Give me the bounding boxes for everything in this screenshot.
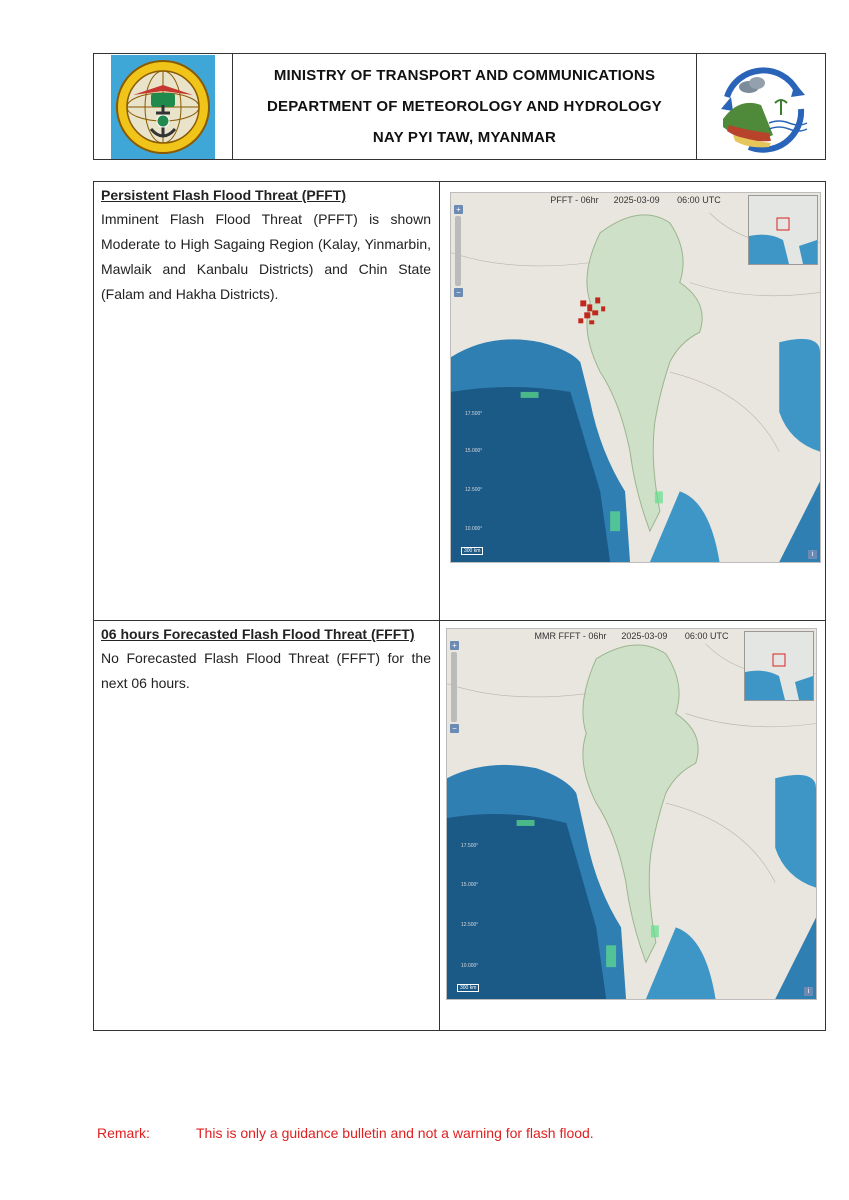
ministry-name: MINISTRY OF TRANSPORT AND COMMUNICATIONS	[273, 67, 656, 84]
pfft-row	[94, 182, 825, 621]
pfft-map-caption: PFFT - 06hr 2025-03-09 06:00 UTC	[550, 195, 721, 205]
ministry-logo	[111, 55, 215, 159]
ffft-lat-tick: 10.000°	[461, 963, 479, 969]
ffft-zoom-in-button[interactable]: +	[450, 641, 459, 650]
ffft-title: 06 hours Forecasted Flash Flood Threat (FFFT)	[101, 626, 415, 642]
bulletin-header	[93, 53, 826, 160]
pfft-map-cell	[440, 182, 825, 620]
department-name: DEPARTMENT OF METEOROLOGY AND HYDROLOGY	[266, 98, 663, 115]
ffft-zoom-slider[interactable]	[451, 652, 457, 722]
pfft-description: Imminent Flash Flood Threat (PFFT) is shown Moderate to High Sagaing Region (Kalay, Yinmarbin, Mawlaik and Kanbalu Districts) and Chin State (Falam and Hakha Districts).	[101, 211, 431, 302]
ffft-scale-bar: 300 km	[457, 984, 479, 992]
ffft-lat-tick: 15.000°	[461, 882, 479, 888]
remark-label: Remark:	[97, 1125, 150, 1141]
dmh-logo-cell	[696, 54, 825, 159]
ffft-map-cell	[440, 621, 825, 1030]
dmh-logo	[709, 57, 813, 157]
ffft-info-icon[interactable]: i	[804, 987, 813, 996]
pfft-zoom-slider[interactable]	[455, 216, 461, 286]
ffft-lat-tick: 12.500°	[461, 922, 479, 928]
header-title-block	[233, 54, 696, 159]
ffft-zoom-out-button[interactable]: −	[450, 724, 459, 733]
pfft-info-icon[interactable]: i	[808, 550, 817, 559]
pfft-zoom-control	[454, 205, 463, 298]
pfft-map	[450, 192, 821, 563]
pfft-scale-bar: 300 km	[461, 547, 483, 555]
pfft-lat-tick: 15.000°	[465, 448, 483, 454]
ffft-text-cell	[94, 621, 440, 1030]
pfft-text-cell	[94, 182, 440, 620]
pfft-zoom-in-button[interactable]: +	[454, 205, 463, 214]
location-name: NAY PYI TAW, MYANMAR	[372, 129, 557, 146]
ffft-description: No Forecasted Flash Flood Threat (FFFT) for the next 06 hours.	[101, 650, 431, 691]
ffft-zoom-control	[450, 641, 459, 734]
ministry-logo-cell	[94, 54, 233, 159]
ffft-map-caption: MMR FFFT - 06hr 2025-03-09 06:00 UTC	[534, 631, 729, 641]
pfft-title: Persistent Flash Flood Threat (PFFT)	[101, 187, 347, 203]
ffft-row	[94, 621, 825, 1030]
ffft-map	[446, 628, 817, 1000]
ffft-overview-map-graphic	[745, 632, 813, 700]
pfft-lat-tick: 10.000°	[465, 526, 483, 532]
pfft-zoom-out-button[interactable]: −	[454, 288, 463, 297]
bulletin-content-table	[93, 181, 826, 1031]
pfft-overview-map-graphic	[749, 196, 817, 264]
pfft-lat-tick: 17.500°	[465, 411, 483, 417]
ffft-overview-map[interactable]	[744, 631, 814, 701]
remark-line	[97, 1125, 594, 1141]
pfft-overview-map[interactable]	[748, 195, 818, 265]
ffft-lat-tick: 17.500°	[461, 843, 479, 849]
pfft-lat-tick: 12.500°	[465, 487, 483, 493]
remark-text: This is only a guidance bulletin and not a warning for flash flood.	[196, 1125, 594, 1141]
